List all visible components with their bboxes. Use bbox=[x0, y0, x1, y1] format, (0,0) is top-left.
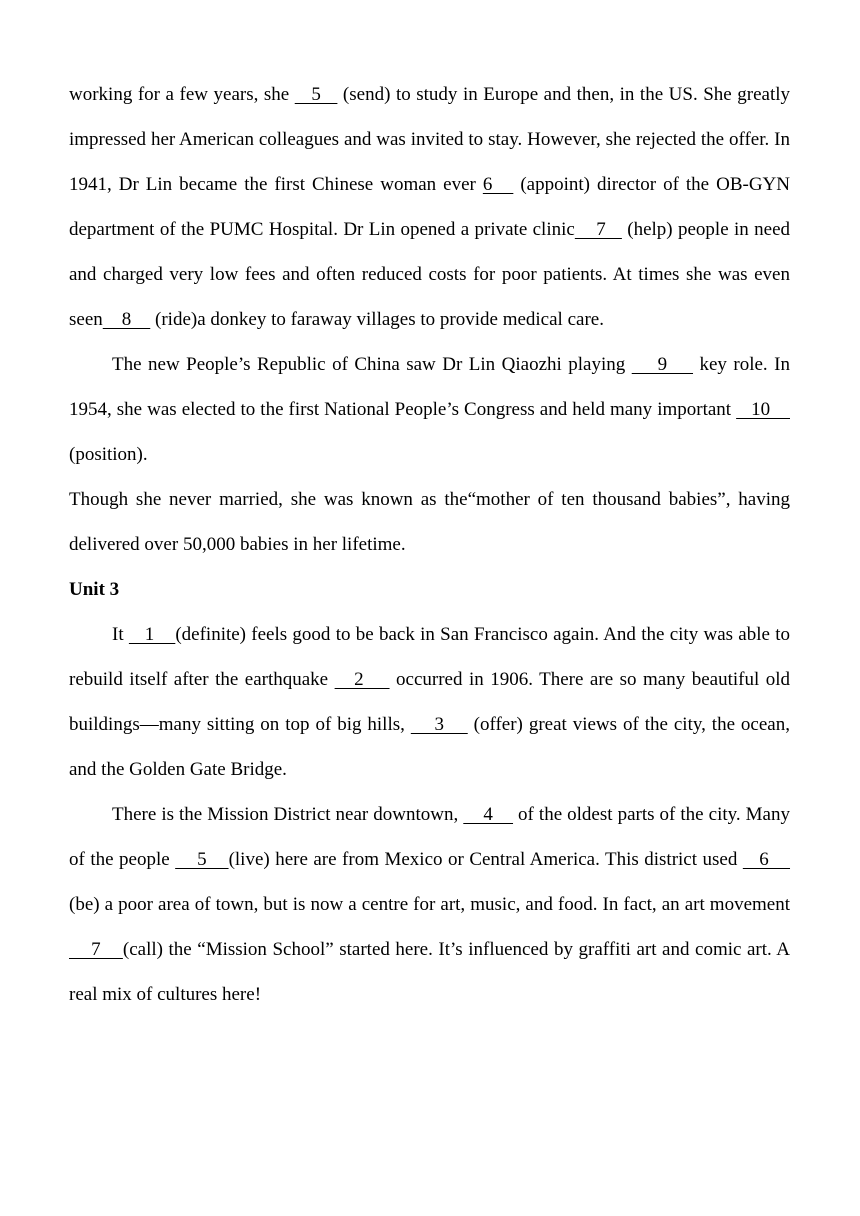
blank-7: 7 bbox=[69, 939, 123, 960]
text: (be) a poor area of town, but is now a centre for art, music, and food. In fact, an art movement bbox=[69, 894, 790, 915]
text: (position). bbox=[69, 444, 148, 465]
blank-5: 5 bbox=[175, 849, 229, 870]
text: (live) here are from Mexico or Central America. This district used bbox=[228, 849, 743, 870]
blank-9: 9 bbox=[631, 354, 694, 375]
document-page bbox=[69, 72, 790, 1017]
blank-10: 10 bbox=[736, 399, 790, 420]
text: Though she never married, she was known as the“mother of ten thousand babies”, having delivered over 50,000 babies in her lifetime. bbox=[69, 489, 790, 555]
text: The new People’s Republic of China saw Dr Lin Qiaozhi playing bbox=[112, 354, 632, 375]
blank-3: 3 bbox=[410, 714, 468, 735]
text: working for a few years, she bbox=[69, 84, 295, 105]
paragraph-new-republic bbox=[69, 342, 790, 477]
text: (call) the “Mission School” started here. It’s influenced by graffiti art and comic art. A real mix of cultures here! bbox=[69, 939, 791, 1005]
blank-6: 6 bbox=[742, 849, 791, 870]
blank-7: 7 bbox=[574, 219, 622, 240]
paragraph-san-francisco bbox=[69, 612, 790, 792]
unit-3-heading: Unit 3 bbox=[69, 579, 120, 600]
text: occurred in 1906. There are so many beautiful old buildings—many sitting on top of big hills, bbox=[69, 669, 790, 735]
blank-1: 1 bbox=[128, 624, 176, 645]
text: (appoint) director of the OB-GYN department of the PUMC Hospital. Dr Lin opened a private clinic bbox=[69, 174, 790, 240]
paragraph-mother-of-babies bbox=[69, 477, 790, 567]
paragraph-mission-district bbox=[69, 792, 790, 1017]
text: of the oldest parts of the city. Many of the people bbox=[69, 804, 790, 870]
text: key role. In 1954, she was elected to the first National People’s Congress and held many important bbox=[69, 354, 790, 420]
text: (ride)a donkey to faraway villages to provide medical care. bbox=[150, 309, 604, 330]
blank-4: 4 bbox=[463, 804, 514, 825]
text: There is the Mission District near downtown, bbox=[112, 804, 464, 825]
text: (offer) great views of the city, the ocean, and the Golden Gate Bridge. bbox=[69, 714, 790, 780]
blank-6: 6 bbox=[482, 174, 514, 195]
text: (definite) feels good to be back in San Francisco again. And the city was able to rebuild itself after the earthquake bbox=[69, 624, 790, 690]
blank-8: 8 bbox=[102, 309, 151, 330]
text: (help) people in need and charged very low fees and often reduced costs for poor patients. At times she was even seen bbox=[69, 219, 791, 330]
blank-2: 2 bbox=[334, 669, 390, 690]
blank-5: 5 bbox=[294, 84, 338, 105]
text: It bbox=[112, 624, 129, 645]
text: (send) to study in Europe and then, in the US. She greatly impressed her American colleagues and was invited to stay. However, she rejected the offer. In 1941, Dr Lin became the first Chinese woman ever bbox=[69, 84, 790, 195]
paragraph-dr-lin-career bbox=[69, 72, 790, 342]
